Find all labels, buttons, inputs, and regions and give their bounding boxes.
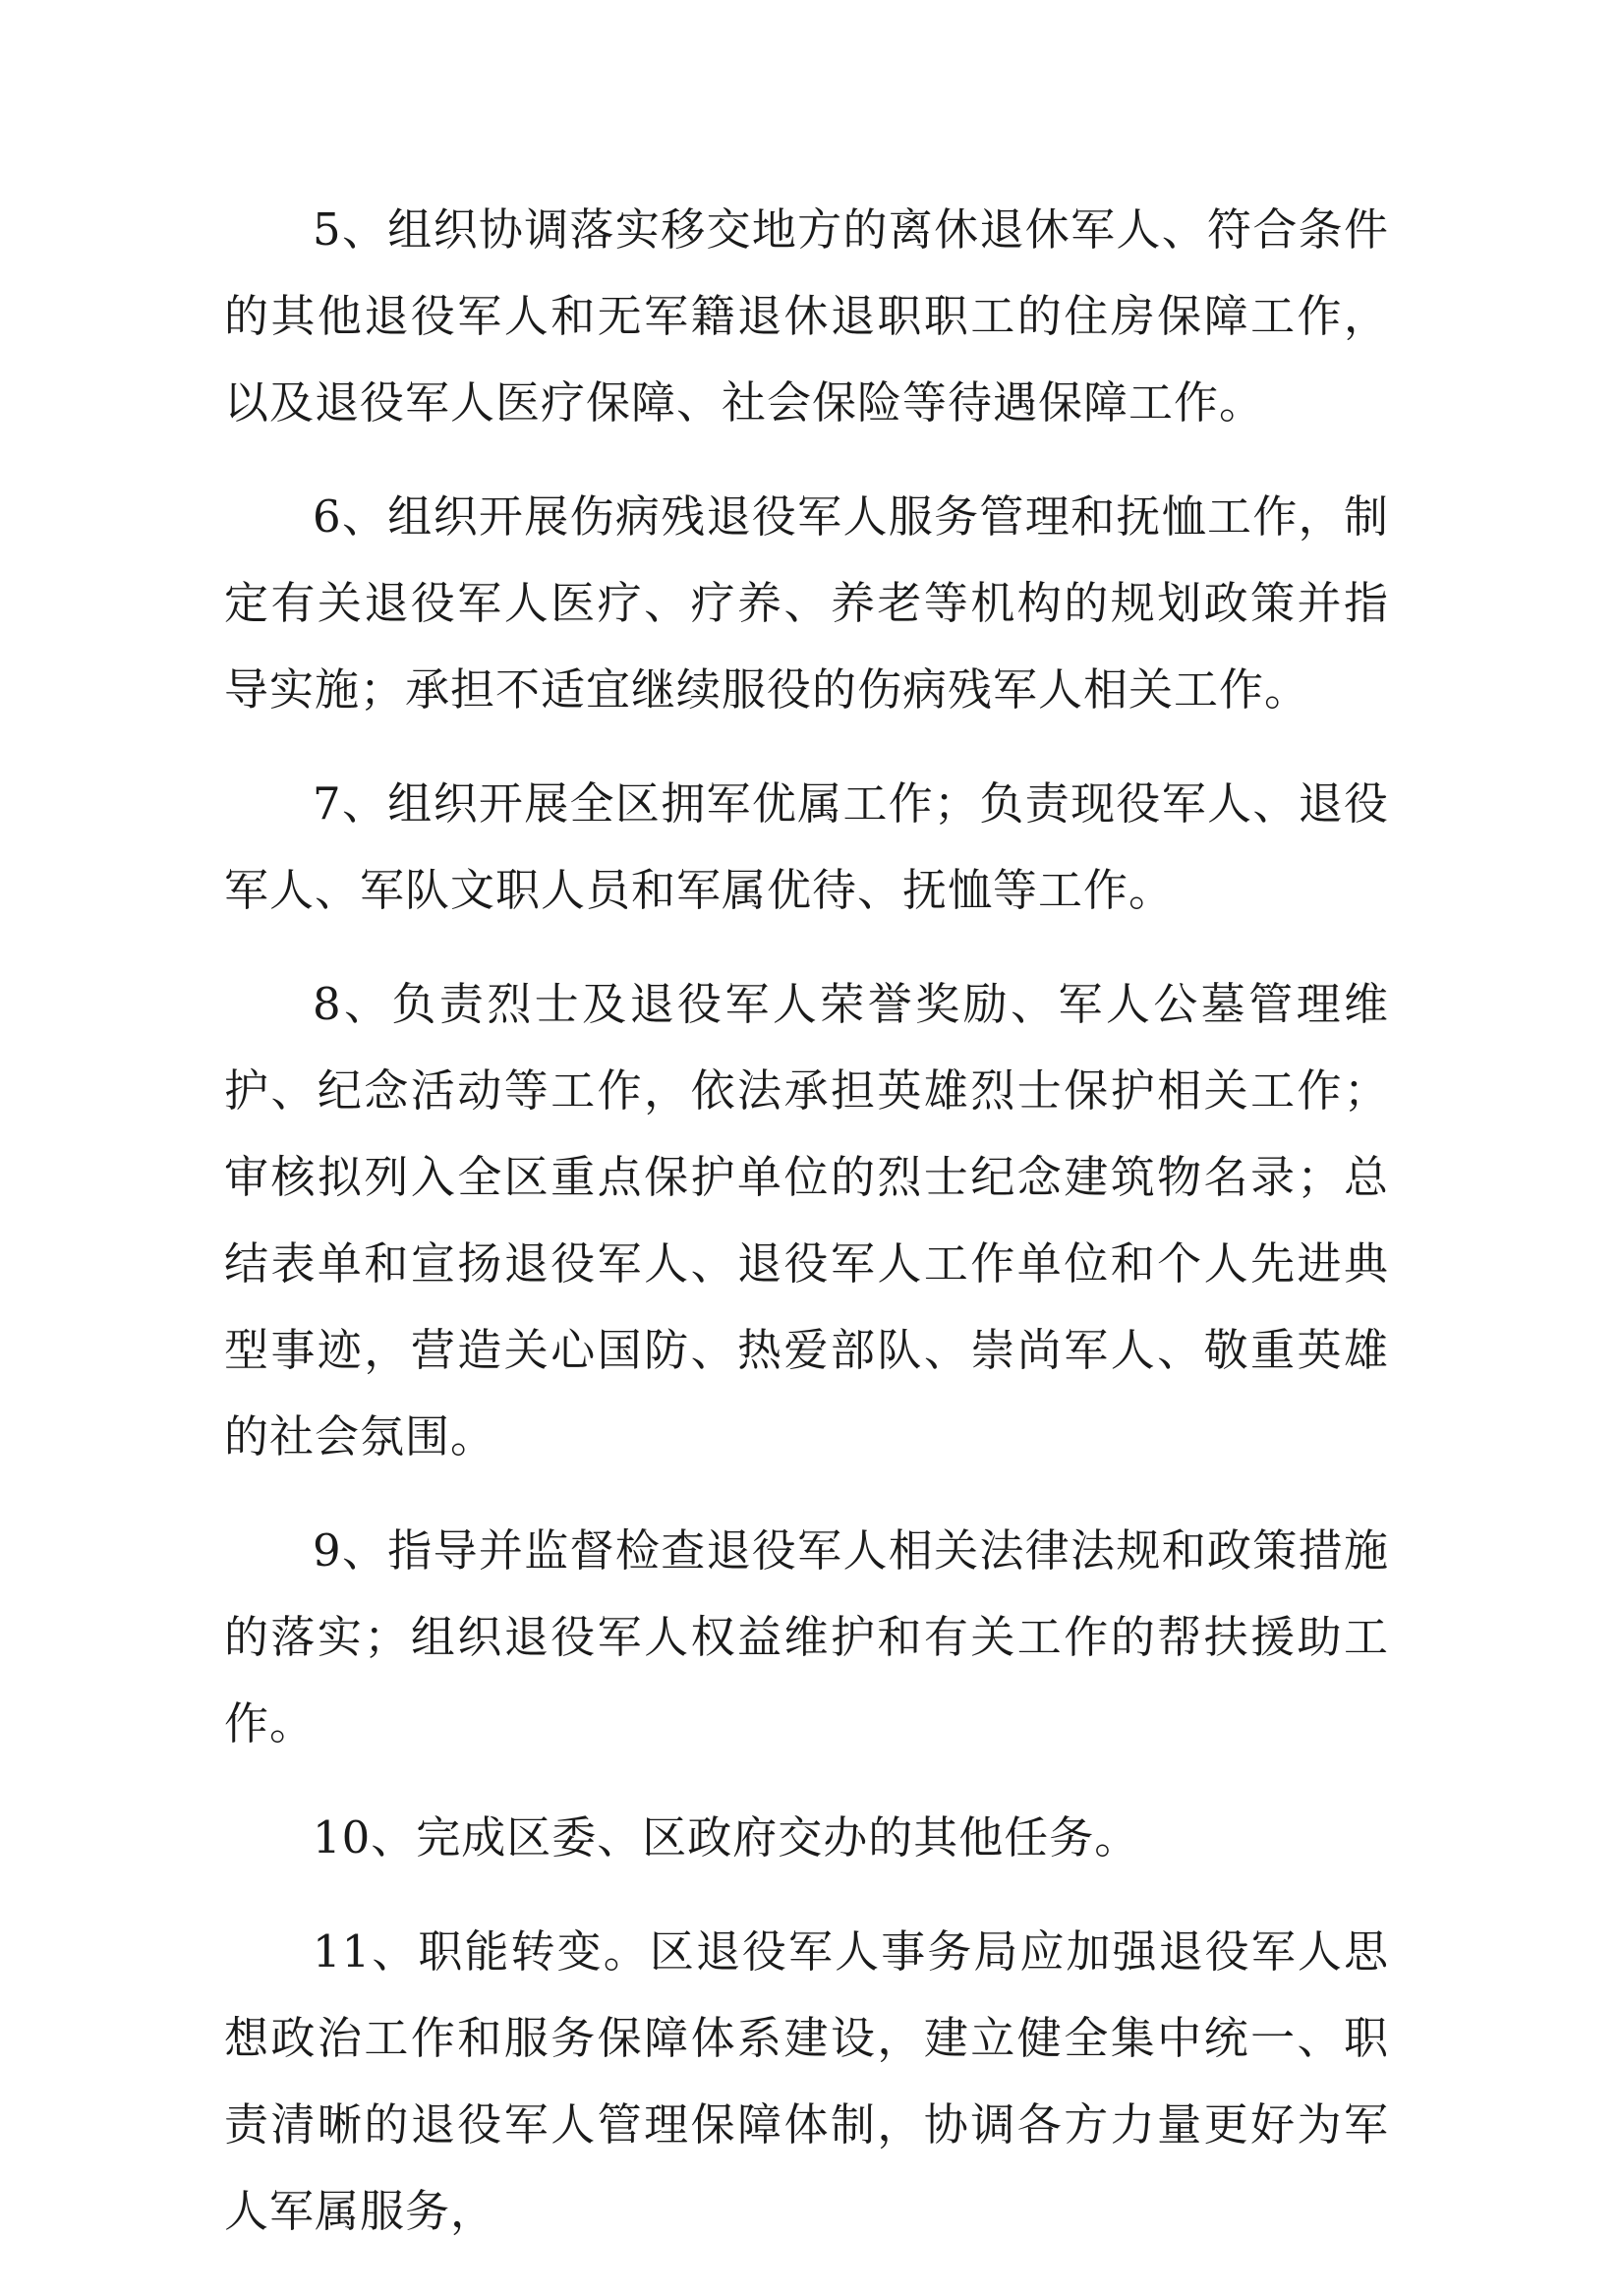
- paragraph-item-7: 7、组织开展全区拥军优属工作；负责现役军人、退役军人、军队文职人员和军属优待、抚恤等工作。: [224, 777, 1389, 916]
- paragraph-item-8: 8、负责烈士及退役军人荣誉奖励、军人公墓管理维护、纪念活动等工作，依法承担英雄烈士保护相关工作；审核拟列入全区重点保护单位的烈士纪念建筑物名录；总结表单和宣扬退役军人、退役军人工作单位和个人先进典型事迹，营造关心国防、热爱部队、崇尚军人、敬重英雄的社会氛围。: [224, 978, 1389, 1463]
- paragraph-item-9: 9、指导并监督检查退役军人相关法律法规和政策措施的落实；组织退役军人权益维护和有关工作的帮扶援助工作。: [224, 1524, 1389, 1750]
- paragraph-item-5: 5、组织协调落实移交地方的离休退休军人、符合条件的其他退役军人和无军籍退休退职职工的住房保障工作，以及退役军人医疗保障、社会保险等待遇保障工作。: [224, 203, 1389, 429]
- document-body: [224, 187, 1389, 2255]
- paragraph-item-11: 11、职能转变。区退役军人事务局应加强退役军人思想政治工作和服务保障体系建设，建立健全集中统一、职责清晰的退役军人管理保障体制，协调各方力量更好为军人军属服务，: [224, 1925, 1389, 2237]
- paragraph-item-10: 10、完成区委、区政府交办的其他任务。: [313, 1811, 1140, 1864]
- paragraph-item-6: 6、组织开展伤病残退役军人服务管理和抚恤工作，制定有关退役军人医疗、疗养、养老等机构的规划政策并指导实施；承担不适宜继续服役的伤病残军人相关工作。: [224, 490, 1389, 716]
